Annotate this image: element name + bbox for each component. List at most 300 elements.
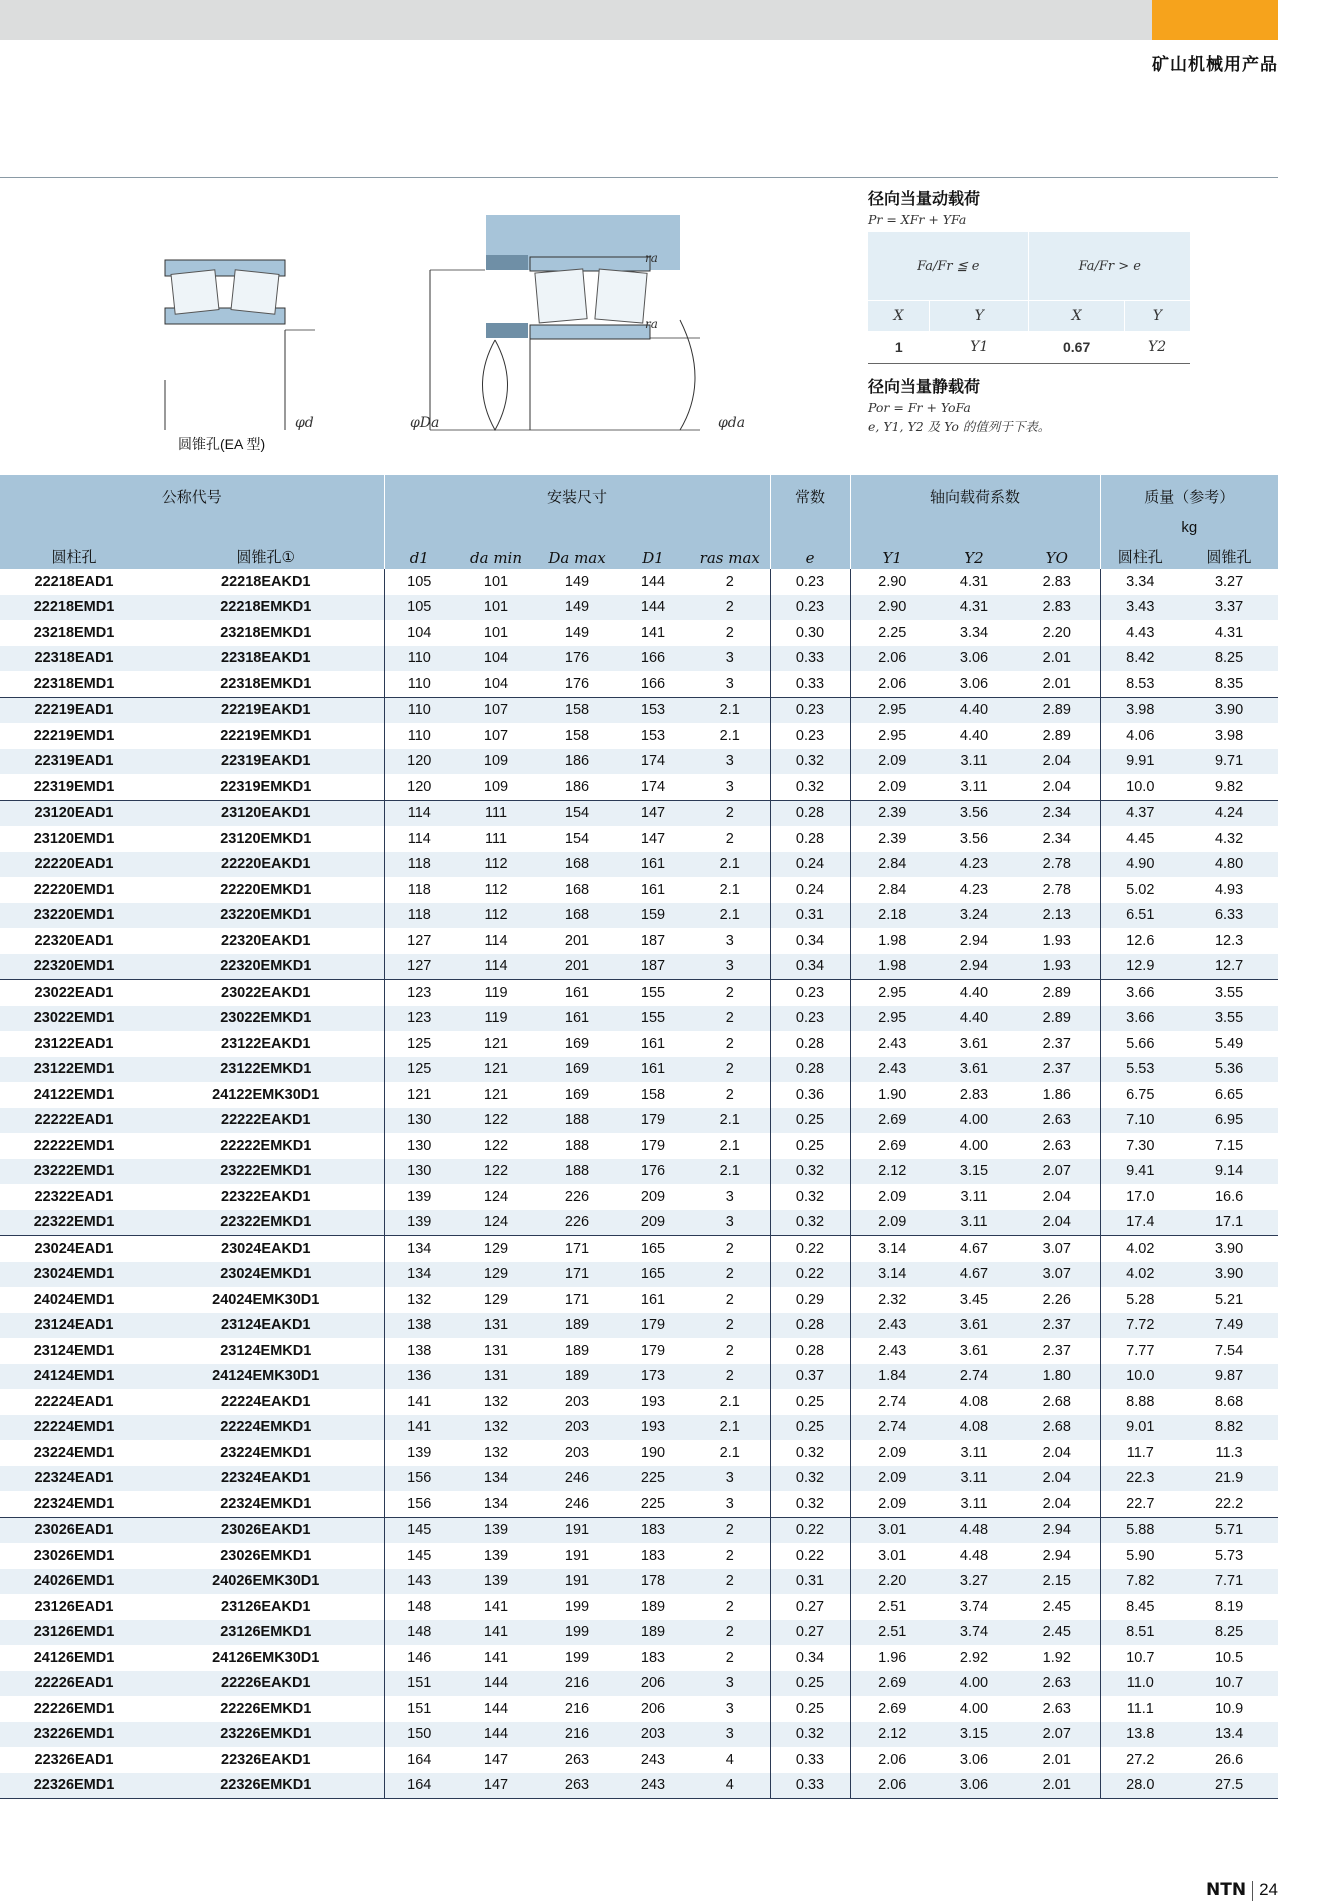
designation-cell: 22222EAKD1 — [148, 1108, 384, 1134]
value-cell: 2.26 — [1042, 1291, 1071, 1308]
value-cell: 189 — [538, 1364, 616, 1390]
designation-cell: 23124EMKD1 — [220, 1342, 312, 1359]
value-cell: 2.95 — [850, 980, 934, 1006]
col-Yo: YO — [1014, 537, 1100, 569]
value-cell: 26.6 — [1214, 1751, 1244, 1768]
value-cell: 2 — [725, 1547, 734, 1564]
value-cell: 148 — [384, 1620, 454, 1646]
value-cell: 174 — [616, 749, 690, 775]
table-row — [0, 1645, 1278, 1671]
designation-cell: 23220EMD1 — [0, 903, 148, 929]
value-cell: 138 — [384, 1338, 454, 1364]
value-cell: 3.98 — [1214, 727, 1244, 744]
value-cell: 141 — [454, 1620, 538, 1646]
header-bar — [0, 0, 1278, 40]
table-row — [0, 1517, 1278, 1543]
value-cell: 0.32 — [770, 1722, 850, 1748]
value-cell: 10.0 — [1100, 1364, 1180, 1390]
designation-cell: 23122EAD1 — [34, 1035, 114, 1052]
value-cell: 2.84 — [850, 877, 934, 903]
value-cell: 3 — [690, 1722, 770, 1748]
dynamic-load-table — [868, 232, 1190, 364]
value-cell: 171 — [564, 1291, 590, 1308]
value-cell: 123 — [384, 980, 454, 1006]
value-cell: 110 — [384, 646, 454, 672]
table-row — [0, 800, 1278, 826]
value-cell: 119 — [454, 1006, 538, 1032]
value-cell: 2 — [725, 1291, 734, 1308]
value-cell: 144 — [483, 1700, 509, 1717]
value-cell: 2.06 — [850, 646, 934, 672]
value-cell: 122 — [454, 1159, 538, 1185]
value-cell: 10.7 — [1180, 1671, 1278, 1697]
housing-diameter-label: φDa — [410, 415, 440, 431]
value-cell: 114 — [484, 932, 508, 949]
table-row — [0, 1440, 1278, 1466]
value-cell: 11.3 — [1215, 1444, 1243, 1461]
value-cell: 189 — [564, 1342, 590, 1359]
value-cell: 169 — [564, 1086, 590, 1103]
designation-cell: 22318EMD1 — [33, 675, 115, 692]
designation-cell: 22219EMD1 — [33, 727, 115, 744]
designation-cell: 22318EAD1 — [0, 646, 148, 672]
table-row — [0, 723, 1278, 749]
designation-cell: 24124EMK30D1 — [148, 1364, 384, 1390]
value-cell: 125 — [384, 1057, 454, 1083]
value-cell: 2.51 — [850, 1594, 934, 1620]
value-cell: 206 — [616, 1671, 690, 1697]
table-row — [0, 1108, 1278, 1134]
value-cell: 3.15 — [934, 1722, 1014, 1748]
header-constant: 常数 — [770, 475, 850, 517]
value-cell: 2.37 — [1014, 1313, 1100, 1339]
value-cell: 2.1 — [690, 1415, 770, 1441]
value-cell: 2.78 — [1042, 881, 1071, 898]
value-cell: 8.25 — [1180, 646, 1278, 672]
value-cell: 176 — [616, 1159, 690, 1185]
col-Y1: Y1 — [850, 537, 934, 569]
designation-cell: 23122EAKD1 — [221, 1035, 311, 1052]
value-cell: 5.88 — [1100, 1517, 1180, 1543]
value-cell: 12.7 — [1180, 954, 1278, 980]
value-cell: 4 — [690, 1773, 770, 1799]
designation-cell: 23022EAD1 — [0, 980, 148, 1006]
value-cell: 129 — [454, 1262, 538, 1288]
value-cell: 147 — [640, 830, 666, 847]
value-cell: 118 — [384, 877, 454, 903]
designation-cell: 23024EMKD1 — [148, 1262, 384, 1288]
value-cell: 2.09 — [850, 1440, 934, 1466]
value-cell: 4.02 — [1100, 1262, 1180, 1288]
designation-cell: 23120EMD1 — [33, 830, 115, 847]
value-cell: 22.3 — [1100, 1466, 1180, 1492]
value-cell: 2.04 — [1014, 1466, 1100, 1492]
value-cell: 3.37 — [1180, 595, 1278, 621]
value-cell: 4.31 — [1214, 624, 1244, 641]
value-cell: 0.24 — [770, 852, 850, 878]
value-cell: 161 — [640, 1035, 666, 1052]
value-cell: 243 — [616, 1773, 690, 1799]
value-cell: 3.14 — [850, 1236, 934, 1262]
value-cell: 4.40 — [959, 727, 989, 744]
value-cell: 5.90 — [1100, 1543, 1180, 1569]
value-cell: 159 — [616, 903, 690, 929]
value-cell: 169 — [564, 1035, 590, 1052]
value-cell: 2.43 — [850, 1338, 934, 1364]
value-cell: 0.34 — [770, 954, 850, 980]
value-cell: 2.07 — [1014, 1722, 1100, 1748]
value-cell: 246 — [538, 1466, 616, 1492]
designation-cell: 22326EAKD1 — [221, 1751, 311, 1768]
value-cell: 164 — [384, 1773, 454, 1799]
value-cell: 4.32 — [1214, 830, 1244, 847]
value-cell: 203 — [616, 1722, 690, 1748]
designation-cell: 23226EMD1 — [0, 1722, 148, 1748]
value-cell: 8.35 — [1214, 675, 1244, 692]
col-x-2: X — [1029, 301, 1124, 332]
value-cell: 10.7 — [1100, 1645, 1180, 1671]
value-cell: 4.23 — [959, 881, 989, 898]
value-cell: 8.82 — [1180, 1415, 1278, 1441]
designation-cell: 22220EAD1 — [0, 852, 148, 878]
value-cell: 1.84 — [850, 1364, 934, 1390]
value-cell: 209 — [616, 1210, 690, 1236]
value-cell: 2.12 — [850, 1722, 934, 1748]
value-cell: 183 — [640, 1649, 666, 1666]
value-cell: 2 — [725, 1035, 734, 1052]
designation-cell: 22218EAKD1 — [221, 573, 311, 590]
header-divider — [0, 177, 1278, 178]
value-cell: 156 — [384, 1466, 454, 1492]
value-cell: 121 — [483, 1086, 509, 1103]
value-cell: 121 — [454, 1057, 538, 1083]
value-cell: 2.94 — [1014, 1517, 1100, 1543]
value-cell: 0.32 — [770, 1210, 850, 1236]
value-cell: 191 — [538, 1517, 616, 1543]
col-y-2: Y — [1124, 301, 1190, 332]
value-cell: 118 — [384, 903, 454, 929]
table-row — [0, 852, 1278, 878]
designation-cell: 23026EAD1 — [0, 1517, 148, 1543]
table-row — [0, 928, 1278, 954]
value-cell: 5.21 — [1214, 1291, 1244, 1308]
value-cell: 16.6 — [1214, 1188, 1244, 1205]
value-cell: 148 — [384, 1594, 454, 1620]
value-cell: 11.0 — [1100, 1671, 1180, 1697]
value-cell: 2.20 — [850, 1569, 934, 1595]
value-cell: 3 — [725, 675, 734, 692]
value-cell: 132 — [483, 1444, 509, 1461]
value-cell: 130 — [384, 1108, 454, 1134]
value-cell: 10.9 — [1214, 1700, 1244, 1717]
value-cell: 166 — [616, 646, 690, 672]
value-cell: 2.09 — [850, 749, 934, 775]
value-cell: 3 — [725, 1495, 734, 1512]
value-cell: 193 — [616, 1415, 690, 1441]
value-cell: 4.93 — [1214, 881, 1244, 898]
value-cell: 3.27 — [1214, 573, 1244, 590]
value-cell: 4.00 — [959, 1700, 989, 1717]
value-cell: 2.74 — [934, 1364, 1014, 1390]
value-cell: 5.28 — [1100, 1287, 1180, 1313]
designation-cell: 22218EMD1 — [0, 595, 148, 621]
value-cell: 161 — [538, 1006, 616, 1032]
designation-cell: 22226EMD1 — [33, 1700, 115, 1717]
value-cell: 3.90 — [1180, 697, 1278, 723]
designation-cell: 23122EMD1 — [0, 1057, 148, 1083]
value-cell: 4.08 — [934, 1415, 1014, 1441]
value-cell: 188 — [538, 1159, 616, 1185]
value-cell: 9.01 — [1100, 1415, 1180, 1441]
designation-cell: 22326EAD1 — [34, 1751, 114, 1768]
value-cell: 183 — [616, 1517, 690, 1543]
value-cell: 2 — [725, 1649, 734, 1666]
value-cell: 119 — [454, 980, 538, 1006]
value-cell: 2.25 — [850, 620, 934, 646]
designation-cell: 23022EAKD1 — [148, 980, 384, 1006]
designation-cell: 23222EMKD1 — [148, 1159, 384, 1185]
value-cell: 4.43 — [1100, 620, 1180, 646]
value-cell: 9.87 — [1180, 1364, 1278, 1390]
value-cell: 9.14 — [1180, 1159, 1278, 1185]
table-row — [0, 954, 1278, 980]
bearing-data-table — [0, 475, 1278, 1799]
value-cell: 27.2 — [1100, 1747, 1180, 1773]
value-cell: 0.33 — [770, 671, 850, 697]
value-cell: 186 — [564, 778, 590, 795]
condition-le: Fa/Fr ≦ e — [868, 232, 1029, 301]
value-cell: 3 — [725, 1700, 734, 1717]
value-cell: 17.0 — [1100, 1184, 1180, 1210]
header-mass: 质量（参考） — [1100, 475, 1278, 517]
static-load-formula: Por = Fr + YoFa — [868, 400, 971, 415]
value-cell: 27.5 — [1180, 1773, 1278, 1799]
value-cell: 169 — [538, 1057, 616, 1083]
designation-cell: 23126EAD1 — [34, 1598, 114, 1615]
designation-cell: 23218EMD1 — [33, 624, 115, 641]
table-row — [0, 1696, 1278, 1722]
value-cell: 4.00 — [934, 1108, 1014, 1134]
value-cell: 13.4 — [1180, 1722, 1278, 1748]
value-cell: 3.11 — [934, 749, 1014, 775]
value-cell: 1.98 — [850, 954, 934, 980]
value-cell: 2 — [725, 830, 734, 847]
designation-cell: 22324EMKD1 — [220, 1495, 312, 1512]
designation-cell: 22218EMKD1 — [148, 595, 384, 621]
value-cell: 0.25 — [770, 1415, 850, 1441]
value-cell: 0.32 — [770, 774, 850, 800]
designation-cell: 22322EMD1 — [0, 1210, 148, 1236]
value-cell: 0.23 — [770, 1006, 850, 1032]
value-cell: 2.06 — [850, 1773, 934, 1799]
value-cell: 3 — [690, 749, 770, 775]
value-cell: 2 — [690, 1517, 770, 1543]
value-cell: 3.01 — [850, 1517, 934, 1543]
table-row — [0, 1569, 1278, 1595]
value-cell: 243 — [640, 1751, 666, 1768]
value-cell: 138 — [384, 1313, 454, 1339]
value-cell: 3.90 — [1180, 1262, 1278, 1288]
value-cell: 8.88 — [1100, 1389, 1180, 1415]
value-cell: 107 — [454, 697, 538, 723]
value-cell: 4.00 — [934, 1671, 1014, 1697]
value-cell: 1.80 — [1014, 1364, 1100, 1390]
value-cell: 3.01 — [850, 1543, 934, 1569]
designation-cell: 22219EAKD1 — [148, 697, 384, 723]
designation-cell: 22326EMD1 — [0, 1773, 148, 1799]
value-cell: 141 — [483, 1598, 509, 1615]
value-cell: 139 — [454, 1517, 538, 1543]
value-cell: 147 — [483, 1751, 509, 1768]
value-cell: 141 — [483, 1649, 509, 1666]
value-cell: 4.90 — [1100, 852, 1180, 878]
value-cell: 187 — [640, 932, 666, 949]
designation-cell: 22318EAKD1 — [148, 646, 384, 672]
value-cell: 189 — [616, 1620, 690, 1646]
value-cell: 2.69 — [850, 1133, 934, 1159]
value-cell: 2.89 — [1014, 1006, 1100, 1032]
value-cell: 161 — [640, 881, 666, 898]
value-cell: 9.91 — [1100, 749, 1180, 775]
value-cell: 154 — [564, 830, 590, 847]
value-cell: 2.01 — [1042, 1751, 1071, 1768]
table-row — [0, 1236, 1278, 1262]
bore-diameter-label: φd — [295, 415, 314, 431]
value-cell: 5.02 — [1100, 877, 1180, 903]
value-cell: 7.30 — [1100, 1133, 1180, 1159]
value-cell: 3.61 — [934, 1313, 1014, 1339]
value-cell: 120 — [384, 774, 454, 800]
value-cell: 158 — [538, 697, 616, 723]
value-cell: 6.65 — [1214, 1086, 1244, 1103]
value-cell: 7.10 — [1100, 1108, 1180, 1134]
brand-logo: NTN — [1206, 1880, 1247, 1900]
value-cell: 132 — [384, 1287, 454, 1313]
value-cell: 199 — [538, 1620, 616, 1646]
designation-cell: 22320EAKD1 — [221, 932, 311, 949]
value-cell: 131 — [483, 1342, 509, 1359]
designation-cell: 24126EMD1 — [33, 1649, 115, 1666]
value-cell: 2.83 — [1042, 573, 1071, 590]
value-cell: 8.25 — [1180, 1620, 1278, 1646]
table-row — [0, 1466, 1278, 1492]
fillet-radius-bottom-label: ra — [645, 317, 658, 331]
value-cell: 0.32 — [770, 1440, 850, 1466]
value-cell: 17.4 — [1100, 1210, 1180, 1236]
value-cell: 1.92 — [1042, 1649, 1071, 1666]
value-cell: 190 — [640, 1444, 666, 1461]
value-cell: 2 — [690, 1569, 770, 1595]
value-cell: 0.28 — [770, 1313, 850, 1339]
designation-cell: 24122EMK30D1 — [212, 1086, 320, 1103]
value-cell: 124 — [454, 1210, 538, 1236]
value-cell: 124 — [483, 1188, 509, 1205]
table-row — [0, 1594, 1278, 1620]
value-cell: 105 — [384, 569, 454, 595]
value-cell: 109 — [454, 749, 538, 775]
value-cell: 17.1 — [1180, 1210, 1278, 1236]
value-cell: 145 — [384, 1543, 454, 1569]
value-cell: 161 — [538, 980, 616, 1006]
value-cell: 2.01 — [1014, 1773, 1100, 1799]
designation-cell: 22219EMKD1 — [220, 727, 312, 744]
value-cell: 4.80 — [1180, 852, 1278, 878]
col-mass-cylindrical: 圆柱孔 — [1100, 537, 1180, 569]
designation-cell: 23126EMD1 — [0, 1620, 148, 1646]
value-cell: 101 — [483, 624, 509, 641]
value-cell: 3.74 — [934, 1620, 1014, 1646]
value-cell: 110 — [384, 697, 454, 723]
value-cell: 176 — [564, 675, 590, 692]
value-cell: 0.25 — [770, 1696, 850, 1722]
value-cell: 246 — [564, 1495, 590, 1512]
table-row — [0, 697, 1278, 723]
value-cell: 141 — [384, 1389, 454, 1415]
value-cell: 161 — [616, 852, 690, 878]
designation-cell: 23220EMKD1 — [148, 903, 384, 929]
value-cell: 2.04 — [1042, 1188, 1071, 1205]
col-mass-tapered: 圆锥孔 — [1180, 537, 1278, 569]
value-cell: 150 — [384, 1722, 454, 1748]
value-cell: 2.90 — [850, 569, 934, 595]
designation-cell: 24124EMD1 — [0, 1364, 148, 1390]
designation-cell: 23024EMD1 — [0, 1262, 148, 1288]
value-cell: 109 — [483, 778, 509, 795]
value-cell: 0.23 — [770, 697, 850, 723]
value-cell: 2.39 — [850, 826, 934, 852]
designation-cell: 23024EAKD1 — [148, 1236, 384, 1262]
value-cell: 4.06 — [1100, 723, 1180, 749]
designation-cell: 22222EAD1 — [0, 1108, 148, 1134]
value-cell: 2 — [690, 1006, 770, 1032]
value-cell: 3.14 — [850, 1262, 934, 1288]
section-title: 矿山机械用产品 — [1152, 55, 1278, 74]
value-cell: 0.31 — [770, 903, 850, 929]
dynamic-load-formula: Pr = XFr + YFa — [868, 212, 967, 227]
value-cell: 8.53 — [1100, 671, 1180, 697]
header-mass-unit: kg — [1100, 517, 1278, 537]
footer-divider — [1252, 1881, 1253, 1901]
value-cell: 3 — [725, 778, 734, 795]
value-cell: 3.55 — [1180, 1006, 1278, 1032]
value-cell: 2.95 — [850, 1006, 934, 1032]
value-cell: 153 — [616, 697, 690, 723]
value-cell: 0.37 — [770, 1364, 850, 1390]
value-cell: 191 — [564, 1547, 590, 1564]
value-cell: 188 — [538, 1108, 616, 1134]
table-row — [0, 1031, 1278, 1057]
value-cell: 110 — [384, 671, 454, 697]
value-cell: 2.74 — [850, 1415, 934, 1441]
value-cell: 2.90 — [850, 595, 934, 621]
value-cell: 2 — [690, 1620, 770, 1646]
value-cell: 0.23 — [770, 980, 850, 1006]
value-cell: 112 — [454, 903, 538, 929]
table-row — [0, 877, 1278, 903]
value-cell: 2 — [690, 1262, 770, 1288]
value-cell: 0.22 — [770, 1517, 850, 1543]
value-cell: 2.04 — [1042, 1444, 1071, 1461]
designation-cell: 23022EMD1 — [0, 1006, 148, 1032]
value-cell: 263 — [564, 1751, 590, 1768]
value-cell: 3.06 — [959, 675, 989, 692]
value-cell: 1.96 — [850, 1645, 934, 1671]
value-cell: 0.33 — [770, 1773, 850, 1799]
header-designation: 公称代号 — [0, 475, 384, 517]
value-cell: 0.30 — [770, 620, 850, 646]
value-cell: 0.33 — [770, 1747, 850, 1773]
designation-cell: 22324EMD1 — [33, 1495, 115, 1512]
